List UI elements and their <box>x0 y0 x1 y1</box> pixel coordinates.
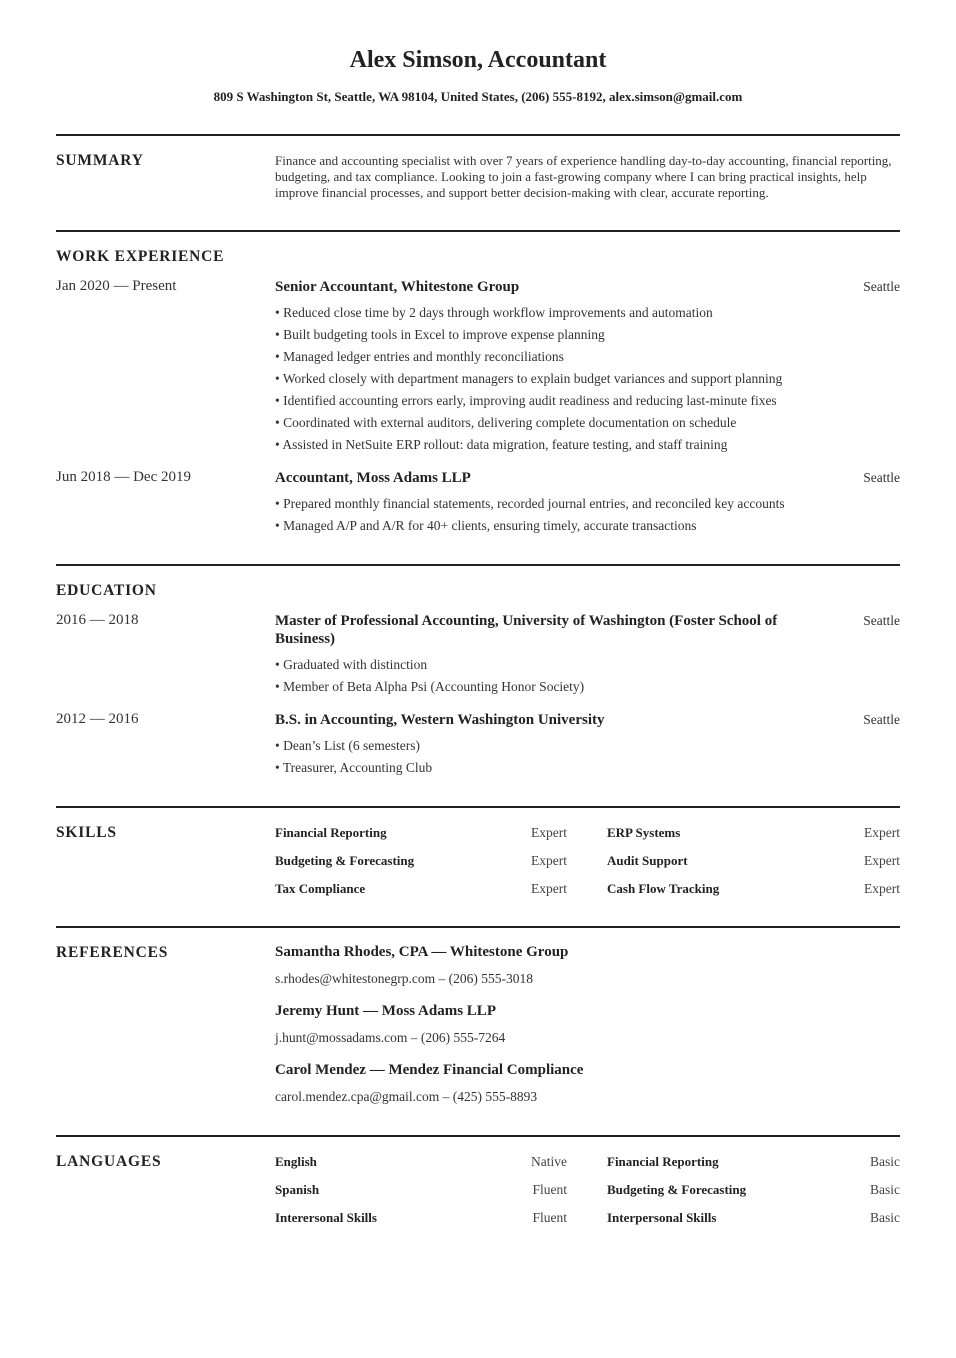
section-divider <box>56 926 900 928</box>
job-bullet: • Identified accounting errors early, improving audit readiness and reducing last-minute fixes <box>275 393 777 408</box>
skill-name: Cash Flow Tracking <box>607 881 720 896</box>
job-dates: Jun 2018 — Dec 2019 <box>56 469 191 485</box>
work-experience-heading: WORK EXPERIENCE <box>56 248 225 265</box>
job-bullet: • Worked closely with department managers to explain budget variances and support planning <box>275 371 783 386</box>
language-name: Spanish <box>275 1182 320 1197</box>
education-bullet: • Treasurer, Accounting Club <box>275 760 433 775</box>
skills-heading: SKILLS <box>56 824 117 841</box>
job-location: Seattle <box>863 470 900 485</box>
skill-level: Expert <box>531 825 567 840</box>
skill-name: Tax Compliance <box>275 881 366 896</box>
skill-level: Expert <box>864 853 900 868</box>
skill-level: Expert <box>531 853 567 868</box>
job-bullet: • Built budgeting tools in Excel to improve expense planning <box>275 327 605 342</box>
reference-name: Jeremy Hunt — Moss Adams LLP <box>275 1003 496 1019</box>
skill-level: Expert <box>864 881 900 896</box>
skill-name: Budgeting & Forecasting <box>275 853 415 868</box>
section-divider <box>56 1135 900 1137</box>
language-name: English <box>275 1154 317 1169</box>
reference-name: Samantha Rhodes, CPA — Whitestone Group <box>275 944 569 960</box>
job-bullet: • Prepared monthly financial statements, recorded journal entries, and reconciled key accounts <box>275 496 785 511</box>
job-location: Seattle <box>863 279 900 294</box>
job-role: Accountant, Moss Adams LLP <box>275 470 471 486</box>
section-divider <box>56 230 900 232</box>
education-heading: EDUCATION <box>56 582 157 599</box>
language-level: Native <box>531 1154 567 1169</box>
job-dates: Jan 2020 — Present <box>56 278 177 294</box>
language-name: Budgeting & Forecasting <box>607 1182 747 1197</box>
job-bullet: • Managed ledger entries and monthly reconciliations <box>275 349 564 364</box>
education-bullet: • Dean’s List (6 semesters) <box>275 738 420 753</box>
reference-contact: s.rhodes@whitestonegrp.com – (206) 555-3018 <box>275 971 534 986</box>
section-divider <box>56 806 900 808</box>
language-level: Fluent <box>532 1182 567 1197</box>
education-location: Seattle <box>863 613 900 628</box>
skill-name: ERP Systems <box>607 825 681 840</box>
contact-line: 809 S Washington St, Seattle, WA 98104, United States, (206) 555-8192, alex.simson@gmail.com <box>213 89 743 104</box>
skill-level: Expert <box>864 825 900 840</box>
job-role: Senior Accountant, Whitestone Group <box>275 279 520 295</box>
education-dates: 2012 — 2016 <box>56 711 139 727</box>
language-level: Basic <box>870 1182 900 1197</box>
section-divider <box>56 564 900 566</box>
reference-contact: carol.mendez.cpa@gmail.com – (425) 555-8893 <box>275 1089 538 1104</box>
language-name: Interersonal Skills <box>275 1210 377 1225</box>
education-bullet: • Graduated with distinction <box>275 657 428 672</box>
job-bullet: • Coordinated with external auditors, delivering complete documentation on schedule <box>275 415 737 430</box>
education-bullet: • Member of Beta Alpha Psi (Accounting Honor Society) <box>275 679 585 694</box>
language-level: Basic <box>870 1210 900 1225</box>
education-location: Seattle <box>863 712 900 727</box>
job-bullet: • Managed A/P and A/R for 40+ clients, ensuring timely, accurate transactions <box>275 518 697 533</box>
language-level: Basic <box>870 1154 900 1169</box>
skill-level: Expert <box>531 881 567 896</box>
education-degree: B.S. in Accounting, Western Washington University <box>275 712 605 728</box>
education-dates: 2016 — 2018 <box>56 612 139 628</box>
references-heading: REFERENCES <box>56 944 169 961</box>
reference-contact: j.hunt@mossadams.com – (206) 555-7264 <box>275 1030 506 1045</box>
job-bullet: • Reduced close time by 2 days through workflow improvements and automation <box>275 305 713 320</box>
language-name: Financial Reporting <box>607 1154 719 1169</box>
resume-name-title: Alex Simson, Accountant <box>349 47 607 73</box>
education-degree: Master of Professional Accounting, University of Washington (Foster School of Business) <box>275 613 778 647</box>
section-divider <box>56 134 900 136</box>
language-level: Fluent <box>532 1210 567 1225</box>
languages-heading: LANGUAGES <box>56 1153 162 1170</box>
skill-name: Financial Reporting <box>275 825 387 840</box>
summary-text: Finance and accounting specialist with over 7 years of experience handling day-to-day accounting, financial reporting, budgeting, and tax compliance. Looking to join a fast-growing company where I can bring practical insights, help improve financial processes, and support better decision-making with clear, accurate reporting. <box>275 153 892 200</box>
language-name: Interpersonal Skills <box>607 1210 717 1225</box>
summary-heading: SUMMARY <box>56 152 144 169</box>
job-bullet: • Assisted in NetSuite ERP rollout: data migration, feature testing, and staff training <box>275 437 728 452</box>
reference-name: Carol Mendez — Mendez Financial Compliance <box>275 1062 584 1078</box>
skill-name: Audit Support <box>607 853 688 868</box>
